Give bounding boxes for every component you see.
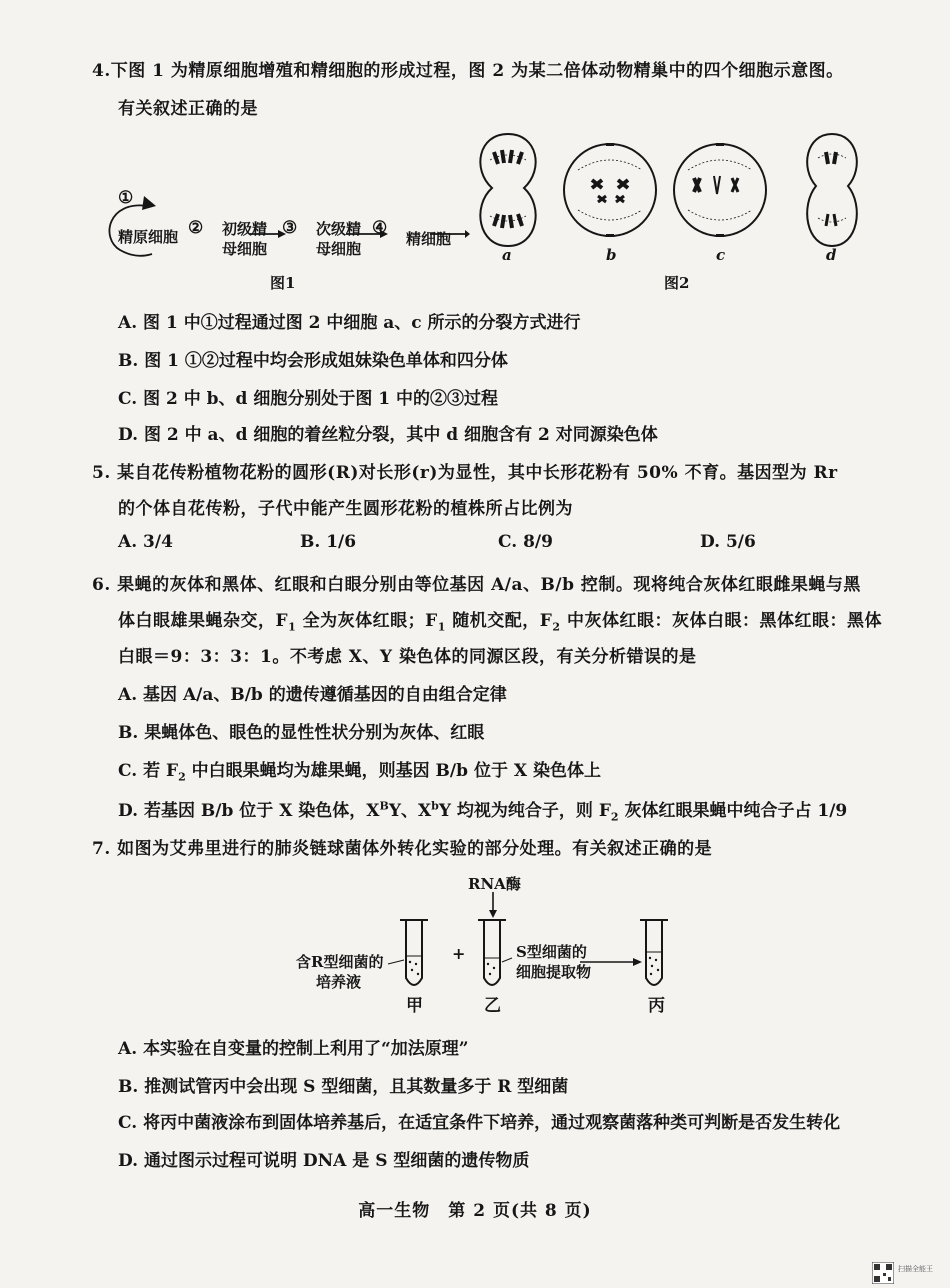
fig1-spermatid: 精细胞 [406, 230, 452, 248]
q6-stem-line3: 白眼＝9：3：3：1。不考虑 X、Y 染色体的同源区段，有关分析错误的是 [118, 647, 697, 667]
q6-option-b: B. 果蝇体色、眼色的显性性状分别为灰体、红眼 [118, 723, 485, 743]
fig3-tube-yi: 乙 [484, 996, 501, 1016]
q4-option-c: C. 图 2 中 b、d 细胞分别处于图 1 中的②③过程 [118, 389, 499, 409]
q7-option-b: B. 推测试管丙中会出现 S 型细菌，且其数量多于 R 型细菌 [118, 1077, 569, 1097]
scanner-watermark: 扫描全能王 [898, 1265, 933, 1273]
q6-option-a: A. 基因 A/a、B/b 的遗传遵循基因的自由组合定律 [118, 685, 507, 705]
fig3-right-label-line2: 细胞提取物 [516, 963, 592, 981]
cell-b-drawing [564, 143, 656, 237]
cell-d-drawing [807, 134, 857, 246]
q6-option-d: D. 若基因 B/b 位于 X 染色体，$X^BY$、$X^bY$ 均视为纯合子，则 $F_2$ 灰体红眼果蝇中纯合子占 1/9 [118, 799, 848, 824]
fig1-step2: ② [188, 218, 204, 238]
cell-a-drawing [480, 134, 535, 246]
page-footer: 高一生物 第 2 页(共 8 页) [358, 1201, 592, 1221]
fig1-step3: ③ [282, 218, 298, 238]
q6-stem-line2: 体白眼雄果蝇杂交，$F_1$ 全为灰体红眼；$F_1$ 随机交配，$F_2$ 中灰体红眼：灰体白眼：黑体红眼：黑体 [118, 611, 882, 634]
fig3-tube-jia: 甲 [406, 996, 423, 1016]
fig1-spermatogonium: 精原细胞 [118, 228, 179, 246]
q6-option-c: C. 若 $F_2$ 中白眼果蝇均为雄果蝇，则基因 B/b 位于 X 染色体上 [118, 761, 601, 784]
fig2-letter-a: a [502, 246, 512, 264]
fig3-enzyme-label: RNA酶 [468, 875, 521, 893]
fig1-primary-line1: 初级精 [222, 220, 268, 238]
q5-stem-line2: 的个体自花传粉，子代中能产生圆形花粉的植株所占比例为 [118, 499, 573, 519]
q5-option-c: C. 8/9 [498, 532, 553, 552]
fig2-letter-d: d [826, 246, 837, 264]
q4-option-b: B. 图 1 ①②过程中均会形成姐妹染色单体和四分体 [118, 351, 508, 371]
fig1-caption: 图1 [270, 274, 296, 292]
fig2-caption: 图2 [664, 274, 690, 292]
q5-option-a: A. 3/4 [118, 532, 173, 552]
fig1-secondary-line2: 母细胞 [316, 240, 362, 258]
q4-stem-line1: 4.下图 1 为精原细胞增殖和精细胞的形成过程，图 2 为某二倍体动物精巢中的四个细胞示意图。 [92, 61, 844, 81]
fig2-cells [470, 130, 870, 255]
q5-stem-line1: 5. 某自花传粉植物花粉的圆形(R)对长形(r)为显性，其中长形花粉有 50% 不育。基因型为 Rr [92, 463, 838, 483]
q4-option-a: A. 图 1 中①过程通过图 2 中细胞 a、c 所示的分裂方式进行 [118, 313, 581, 333]
fig2-letter-b: b [606, 246, 617, 264]
fig2-letter-c: c [716, 246, 726, 264]
q7-stem: 7. 如图为艾弗里进行的肺炎链球菌体外转化实验的部分处理。有关叙述正确的是 [92, 839, 713, 859]
fig3-left-label-line2: 培养液 [316, 973, 362, 991]
q7-option-d: D. 通过图示过程可说明 DNA 是 S 型细菌的遗传物质 [118, 1151, 530, 1171]
q5-option-d: D. 5/6 [700, 532, 756, 552]
fig3-tube-bing: 丙 [648, 996, 665, 1016]
fig3-right-label-line1: S型细菌的 [516, 943, 587, 961]
q7-option-c: C. 将丙中菌液涂布到固体培养基后，在适宜条件下培养，通过观察菌落种类可判断是否发生转化 [118, 1113, 841, 1133]
cell-c-drawing [674, 143, 766, 237]
q4-stem-line2: 有关叙述正确的是 [118, 99, 258, 119]
fig1-step1: ① [118, 188, 134, 208]
fig1-secondary-line1: 次级精 [316, 220, 362, 238]
qr-code-icon [872, 1262, 894, 1284]
fig3-left-label-line1: 含R型细菌的 [296, 953, 384, 971]
q5-option-b: B. 1/6 [300, 532, 357, 552]
fig3-plus: + [452, 944, 466, 963]
fig1-primary-line2: 母细胞 [222, 240, 268, 258]
fig1-step4: ④ [372, 218, 388, 238]
q7-option-a: A. 本实验在自变量的控制上利用了“加法原理” [118, 1039, 469, 1059]
q6-stem-line1: 6. 果蝇的灰体和黑体、红眼和白眼分别由等位基因 A/a、B/b 控制。现将纯合灰体红眼雌果蝇与黑 [92, 575, 861, 595]
q4-option-d: D. 图 2 中 a、d 细胞的着丝粒分裂，其中 d 细胞含有 2 对同源染色体 [118, 425, 658, 445]
